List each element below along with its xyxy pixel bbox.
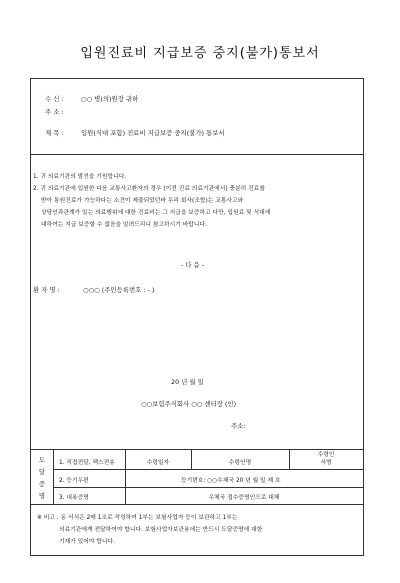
side-label-divider <box>53 449 54 504</box>
document-title: 입원진료비 지급보증 중지(불가)통보서 <box>80 46 320 61</box>
side-label-char-1: 도 <box>38 456 46 464</box>
footnote-line-2: 의료기관에게 전달하여야 합니다. 보험사업자보관용에는 반드시 도달증명에 대한 <box>59 527 263 533</box>
row2-registration-number: 등기번호: ○○우체국 20 년 월 일 제 호 <box>181 478 281 484</box>
body-line-2: 2. 귀 의료기관에 입원한 다음 교통사고환자의 경우 (이전 진료 의료기관에서) 충분히 진료를 <box>33 186 265 192</box>
reference-label: 주 소 : <box>45 108 64 116</box>
row1-recipient-signature-header: 수령인 서명 <box>317 452 335 466</box>
patient-value: ○○○ (주민등록번호 : - ) <box>83 286 155 294</box>
side-label-char-3: 증 <box>38 480 46 488</box>
subject-value: 입원(식대 포함) 진료비 지급보증 중지(불가) 통보서 <box>81 129 225 137</box>
footnote-line-3: 기재가 있어야 합니다. <box>59 539 115 545</box>
address-label: 주소: <box>231 422 246 430</box>
body-line-1: 1. 귀 의료기관의 발전을 기원합니다. <box>33 174 127 180</box>
delivery-side-label <box>31 454 53 502</box>
row1-recipient-name-header: 수령인명 <box>228 460 252 466</box>
row3-method: 3. 내용증명 <box>59 495 89 501</box>
body-line-4: 상당인과관계가 있는 의료행위에 대한 진료비는 그 지급을 보증하고 다만, 입원료 및 식대에 <box>41 210 271 216</box>
side-label-char-2: 달 <box>38 468 46 476</box>
row3-certification-note: 우체국 접수증명인으로 대체 <box>208 495 280 501</box>
patient-label: 환 자 명 : <box>33 286 60 294</box>
row1-method: 1. 직접전달, 팩스전송 <box>59 460 115 466</box>
table-bottom-border <box>31 504 363 505</box>
recipient-value: ○○ 병(의)원장 귀하 <box>81 95 139 103</box>
issuer-line: ○○보험주식회사 ○○ 센터장 (인) <box>141 400 237 408</box>
recipient-label: 수 신 : <box>45 95 64 103</box>
notice-heading: - 다 음 - <box>181 261 205 269</box>
body-line-3: 받아 통원진료가 가능하다는 소견이 제출되었던바 우리 회사(조합)는 교통사고와 <box>41 198 244 204</box>
table-row-divider-2 <box>53 487 363 488</box>
body-line-5: 대하여는 지급 보증할 수 없음을 알려드리니 참고하시기 바랍니다. <box>41 222 207 228</box>
row2-method: 2. 등기우편 <box>59 478 89 484</box>
side-label-char-4: 명 <box>38 492 46 500</box>
subject-label: 제 목 : <box>45 129 64 137</box>
table-top-border <box>31 449 363 450</box>
form-frame <box>30 78 364 556</box>
date-line: 20 년 월 일 <box>171 378 204 386</box>
footnote-line-1: ※ 비고 : 동 서식은 2매 1조로 작성하여 1부는 보험사업자 등이 보관하고 1부는 <box>37 515 238 521</box>
header-divider <box>31 154 363 155</box>
row1-receipt-date-header: 수령일자 <box>146 460 170 466</box>
table-row-divider-1 <box>53 469 363 470</box>
